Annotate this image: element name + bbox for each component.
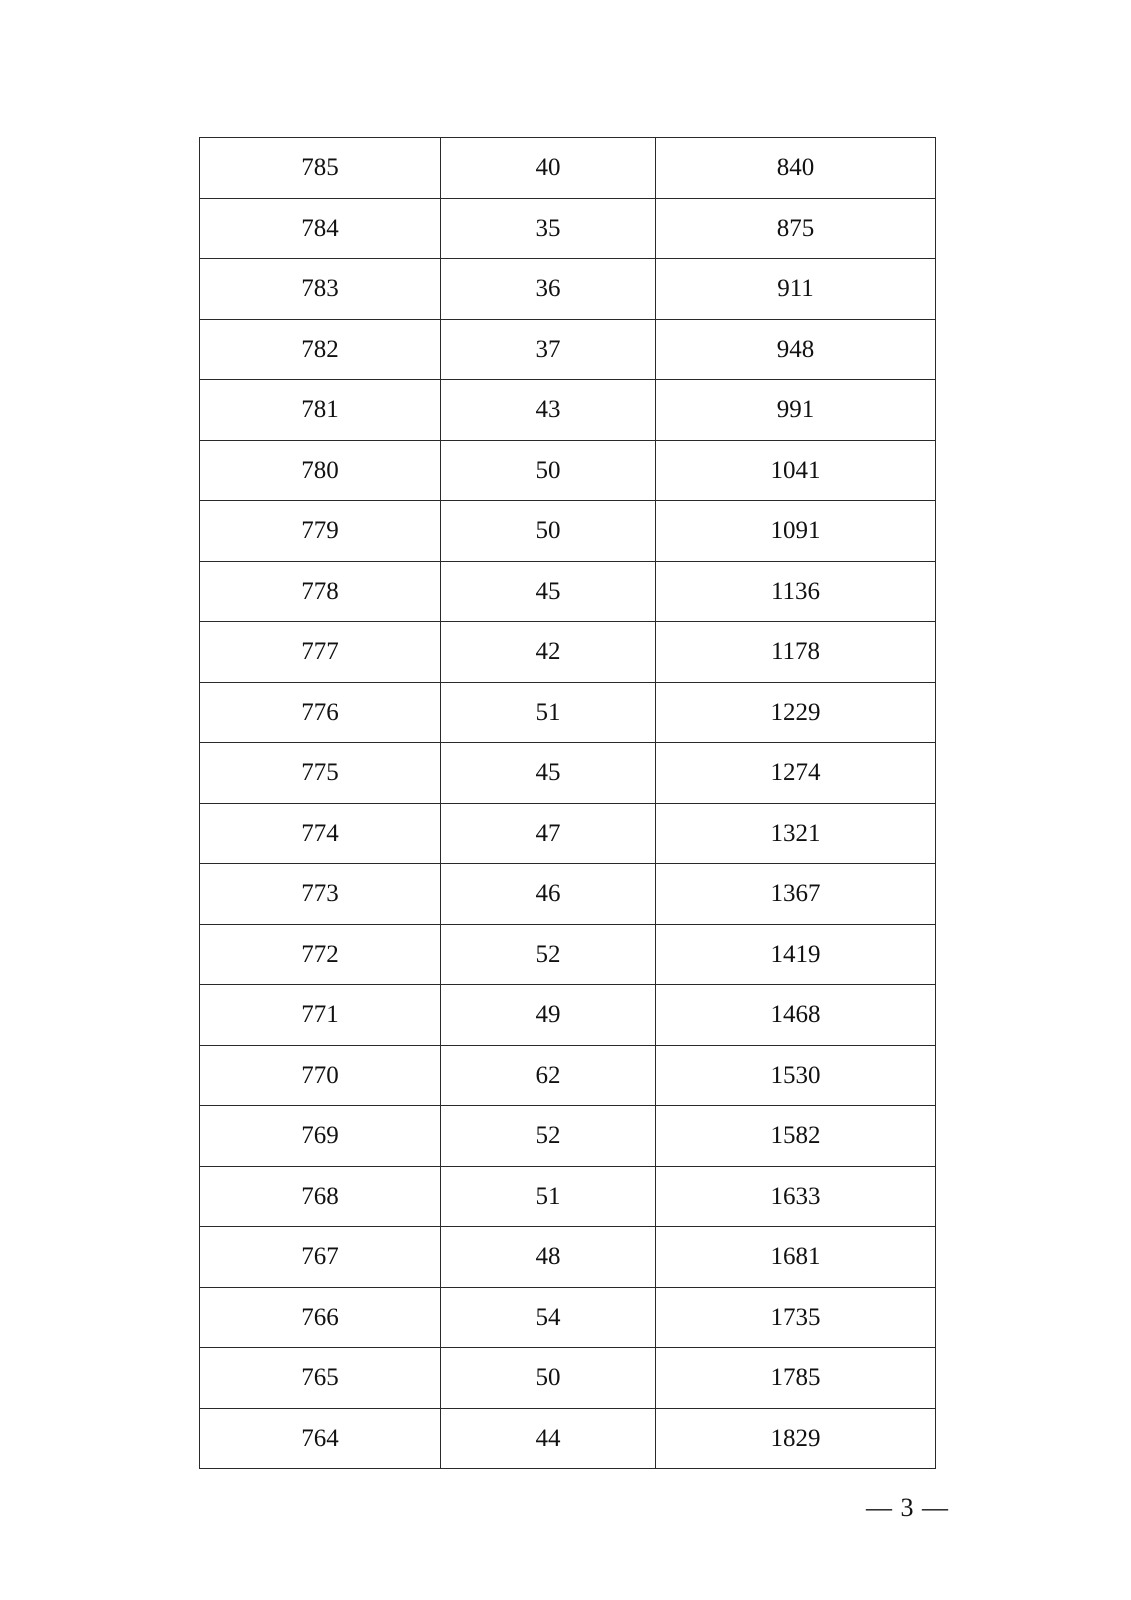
cumulative-cell: 948 <box>656 319 936 380</box>
page-number: — 3 — <box>866 1493 949 1522</box>
cumulative-cell: 1321 <box>656 803 936 864</box>
count-cell: 45 <box>441 743 656 804</box>
cumulative-cell: 1229 <box>656 682 936 743</box>
count-cell: 51 <box>441 1166 656 1227</box>
table-body <box>200 138 936 1469</box>
score-cell: 766 <box>200 1287 441 1348</box>
count-cell: 40 <box>441 138 656 199</box>
count-cell: 35 <box>441 198 656 259</box>
score-cell: 767 <box>200 1227 441 1288</box>
score-cell: 768 <box>200 1166 441 1227</box>
table-row <box>200 380 936 441</box>
cumulative-cell: 1829 <box>656 1408 936 1469</box>
score-cell: 770 <box>200 1045 441 1106</box>
cumulative-cell: 1530 <box>656 1045 936 1106</box>
score-cell: 783 <box>200 259 441 320</box>
table-row <box>200 319 936 380</box>
count-cell: 48 <box>441 1227 656 1288</box>
table-row <box>200 985 936 1046</box>
cumulative-cell: 1091 <box>656 501 936 562</box>
count-cell: 47 <box>441 803 656 864</box>
cumulative-cell: 1468 <box>656 985 936 1046</box>
count-cell: 36 <box>441 259 656 320</box>
count-cell: 42 <box>441 622 656 683</box>
score-cell: 776 <box>200 682 441 743</box>
count-cell: 43 <box>441 380 656 441</box>
table-row <box>200 440 936 501</box>
cumulative-cell: 1735 <box>656 1287 936 1348</box>
cumulative-cell: 840 <box>656 138 936 199</box>
count-cell: 37 <box>441 319 656 380</box>
cumulative-cell: 911 <box>656 259 936 320</box>
score-cell: 785 <box>200 138 441 199</box>
score-cell: 781 <box>200 380 441 441</box>
score-cell: 771 <box>200 985 441 1046</box>
count-cell: 46 <box>441 864 656 925</box>
cumulative-cell: 1136 <box>656 561 936 622</box>
count-cell: 50 <box>441 440 656 501</box>
score-cell: 764 <box>200 1408 441 1469</box>
table-row <box>200 138 936 199</box>
table-row <box>200 1348 936 1409</box>
score-cell: 773 <box>200 864 441 925</box>
cumulative-cell: 1274 <box>656 743 936 804</box>
table-row <box>200 924 936 985</box>
score-cell: 765 <box>200 1348 441 1409</box>
cumulative-cell: 991 <box>656 380 936 441</box>
cumulative-cell: 1178 <box>656 622 936 683</box>
count-cell: 51 <box>441 682 656 743</box>
score-cell: 780 <box>200 440 441 501</box>
table-row <box>200 803 936 864</box>
table-row <box>200 1106 936 1167</box>
table-row <box>200 501 936 562</box>
cumulative-cell: 1419 <box>656 924 936 985</box>
table-row <box>200 1227 936 1288</box>
count-cell: 49 <box>441 985 656 1046</box>
table-row <box>200 561 936 622</box>
table-row <box>200 1408 936 1469</box>
table-row <box>200 743 936 804</box>
cumulative-cell: 1041 <box>656 440 936 501</box>
count-cell: 50 <box>441 501 656 562</box>
score-cell: 779 <box>200 501 441 562</box>
table-row <box>200 259 936 320</box>
table-row <box>200 198 936 259</box>
table-row <box>200 864 936 925</box>
score-cell: 778 <box>200 561 441 622</box>
score-distribution-table <box>199 137 936 1469</box>
count-cell: 50 <box>441 1348 656 1409</box>
score-cell: 774 <box>200 803 441 864</box>
score-cell: 777 <box>200 622 441 683</box>
cumulative-cell: 1785 <box>656 1348 936 1409</box>
score-cell: 772 <box>200 924 441 985</box>
score-cell: 784 <box>200 198 441 259</box>
table-row <box>200 682 936 743</box>
count-cell: 52 <box>441 1106 656 1167</box>
cumulative-cell: 1633 <box>656 1166 936 1227</box>
score-cell: 782 <box>200 319 441 380</box>
table-row <box>200 1045 936 1106</box>
score-cell: 775 <box>200 743 441 804</box>
cumulative-cell: 1367 <box>656 864 936 925</box>
cumulative-cell: 1681 <box>656 1227 936 1288</box>
cumulative-cell: 875 <box>656 198 936 259</box>
table-row <box>200 1166 936 1227</box>
count-cell: 52 <box>441 924 656 985</box>
table-row <box>200 622 936 683</box>
table-row <box>200 1287 936 1348</box>
count-cell: 45 <box>441 561 656 622</box>
count-cell: 44 <box>441 1408 656 1469</box>
count-cell: 54 <box>441 1287 656 1348</box>
cumulative-cell: 1582 <box>656 1106 936 1167</box>
count-cell: 62 <box>441 1045 656 1106</box>
score-cell: 769 <box>200 1106 441 1167</box>
